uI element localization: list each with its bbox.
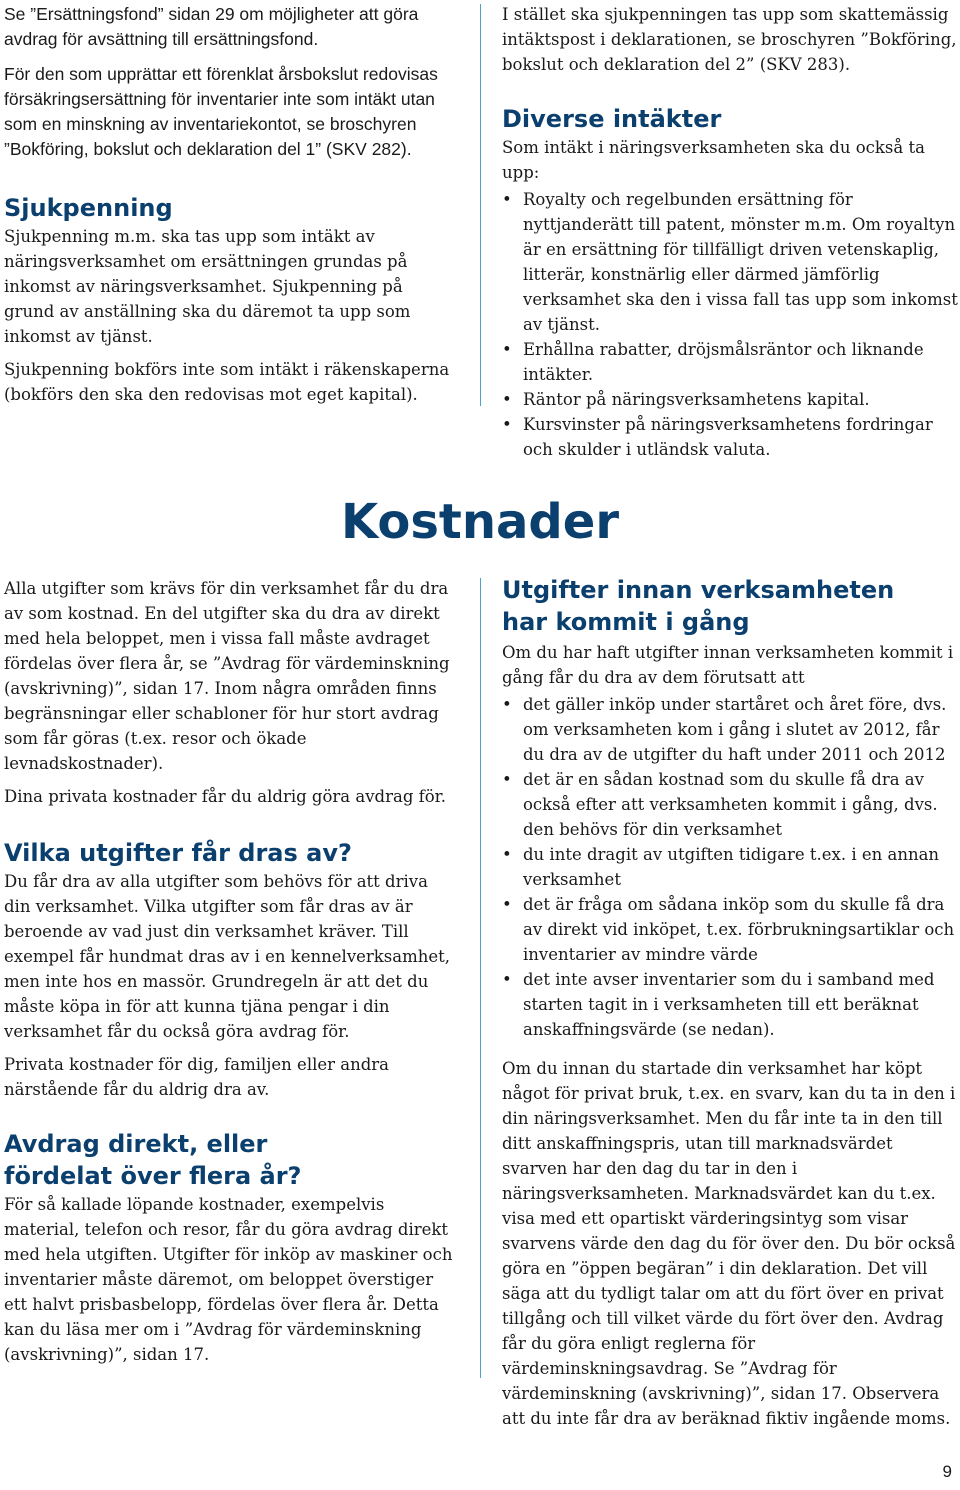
sjukpenning-heading: Sjukpenning [4, 194, 173, 222]
kostnader-paragraph-2: Dina privata kostnader får du aldrig göra avdrag för. [4, 787, 447, 806]
diverse-list [502, 187, 958, 462]
kostnader-heading: Kostnader [341, 494, 619, 550]
list-item: • det inte avser inventarier som du i samband med starten tagit in i verksamheten till ett beräknat anskaffningsvärde (se nedan). [502, 967, 958, 1042]
utgifter-innan-heading-line-2: har kommit i gång [502, 608, 750, 636]
list-item: • det är fråga om sådana inköp som du skulle få dra av direkt vid inköpet, t.ex. förbrukningsartiklar och inventarier av mindre värde [502, 892, 958, 967]
kostnader-paragraph-1: Alla utgifter som krävs för din verksamhet får du dra av som kostnad. En del utgifter ska du dra av direkt med hela beloppet, men i vissa fall måste avdraget fördelas över flera år, se ”Avdrag för värdeminskning (avskrivning)”, sidan 17. Inom några områden finns begränsningar eller schabloner för hur stort avdrag som får göras (t.ex. resor och ökade levnadskostnader). [4, 579, 450, 773]
intro-paragraph-1: Se ”Ersättningsfond” sidan 29 om möjligheter att göra avdrag för avsättning till ersättningsfond. [4, 4, 419, 49]
sjukpenning-paragraph-2: Sjukpenning bokförs inte som intäkt i räkenskaperna (bokförs den ska den redovisas mot eget kapital). [4, 360, 450, 404]
avdrag-heading [4, 1128, 456, 1192]
top-left-column [4, 2, 452, 415]
sjukpenning-continued-paragraph: I stället ska sjukpenningen tas upp som skattemässig intäktspost i deklarationen, se broschyren ”Bokföring, bokslut och deklaration del 2” (SKV 283). [502, 5, 957, 74]
list-item: • Kursvinster på näringsverksamhetens fordringar och skulder i utländsk valuta. [502, 412, 958, 462]
sjukpenning-paragraph-1: Sjukpenning m.m. ska tas upp som intäkt av näringsverksamhet om ersättningen grundas på inkomst av näringsverksamhet. Sjukpenning på grund av anställning ska du däremot ta upp som inkomst av tjänst. [4, 227, 411, 346]
avdrag-heading-line-1: Avdrag direkt, eller [4, 1130, 268, 1158]
bottom-right-column [502, 574, 958, 1439]
avdrag-paragraph: För så kallade löpande kostnader, exempelvis material, telefon och resor, får du göra avdrag direkt med hela utgiften. Utgifter för inköp av maskiner och inventarier måste däremot, om beloppet överstiger ett halvt prisbasbelopp, fördelas över flera år. Detta kan du läsa mer om i ”Avdrag för värdeminskning (avskrivning)”, sidan 17. [4, 1195, 453, 1364]
list-item: • du inte dragit av utgiften tidigare t.ex. i en annan verksamhet [502, 842, 958, 892]
diverse-intakter-heading: Diverse intäkter [502, 105, 722, 133]
list-item: • det är en sådan kostnad som du skulle få dra av också efter att verksamheten kommit i gång, dvs. den behövs för din verksamhet [502, 767, 958, 842]
diverse-intro: Som intäkt i näringsverksamheten ska du också ta upp: [502, 138, 925, 182]
privat-tillgang-paragraph: Om du innan du startade din verksamhet har köpt något för privat bruk, t.ex. en svarv, kan du ta in den i din näringsverksamhet. Men du får inte ta in den till ditt anskaffningspris, utan till marknadsvärdet svarven har den dag du tar in den i näringsverksamheten. Marknadsvärdet kan du t.ex. visa med ett opartiskt värderingsintyg som visar svarvens värde den dag du för över den. Du bör också göra en ”öppen begäran” i din deklaration. Det vill säga att du tydligt talar om att du fört över en privat tillgång och till vilket värde du fört över den. Avdrag får du göra enligt reglerna för värdeminskningsavdrag. Se ”Avdrag för värdeminskning (avskrivning)”, sidan 17. Observera att du inte får dra av beräknad fiktiv ingående moms. [502, 1059, 956, 1428]
top-right-column [502, 2, 958, 470]
column-divider-top [480, 4, 481, 406]
privata-kostnader-paragraph: Privata kostnader för dig, familjen eller andra närstående får du aldrig dra av. [4, 1055, 390, 1099]
bottom-left-column [4, 576, 456, 1375]
utgifter-innan-paragraph: Om du har haft utgifter innan verksamheten kommit i gång får du dra av dem förutsatt att [502, 643, 954, 687]
list-item: • det gäller inköp under startåret och året före, dvs. om verksamheten kom i gång i slutet av 2012, får du dra av de utgifter du haft under 2011 och 2012 [502, 692, 958, 767]
utgifter-innan-list [502, 692, 958, 1042]
column-divider-bottom [480, 578, 481, 1378]
list-item: • Royalty och regelbunden ersättning för nyttjanderätt till patent, mönster m.m. Om royaltyn är en ersättning för tillfälligt driven vetenskaplig, litterär, konstnärlig eller därmed jämförlig verksamhet ska den i vissa fall tas upp som inkomst av tjänst. [502, 187, 958, 337]
vilka-utgifter-heading: Vilka utgifter får dras av? [4, 839, 352, 867]
vilka-utgifter-paragraph: Du får dra av alla utgifter som behövs för att driva din verksamhet. Vilka utgifter som får dras av är beroende av vad just din verksamhet kräver. Till exempel får hundmat dras av i en kennelverksamhet, men inte hos en massör. Grundregeln är att det du måste köpa in för att kunna tjäna pengar i din verksamhet får du också göra avdrag för. [4, 872, 451, 1041]
list-item: • Räntor på näringsverksamhetens kapital. [502, 387, 958, 412]
utgifter-innan-heading-line-1: Utgifter innan verksamheten [502, 576, 895, 604]
page-number: 9 [942, 1462, 952, 1481]
list-item: • Erhållna rabatter, dröjsmålsräntor och liknande intäkter. [502, 337, 958, 387]
intro-paragraph-2: För den som upprättar ett förenklat årsbokslut redovisas försäkringsersättning för inventarier inte som intäkt utan som en minskning av inventariekontot, se broschyren ”Bokföring, bokslut och deklaration del 1” (SKV 282). [4, 64, 438, 159]
avdrag-heading-line-2: fördelat över flera år? [4, 1162, 302, 1190]
utgifter-innan-heading [502, 574, 958, 638]
